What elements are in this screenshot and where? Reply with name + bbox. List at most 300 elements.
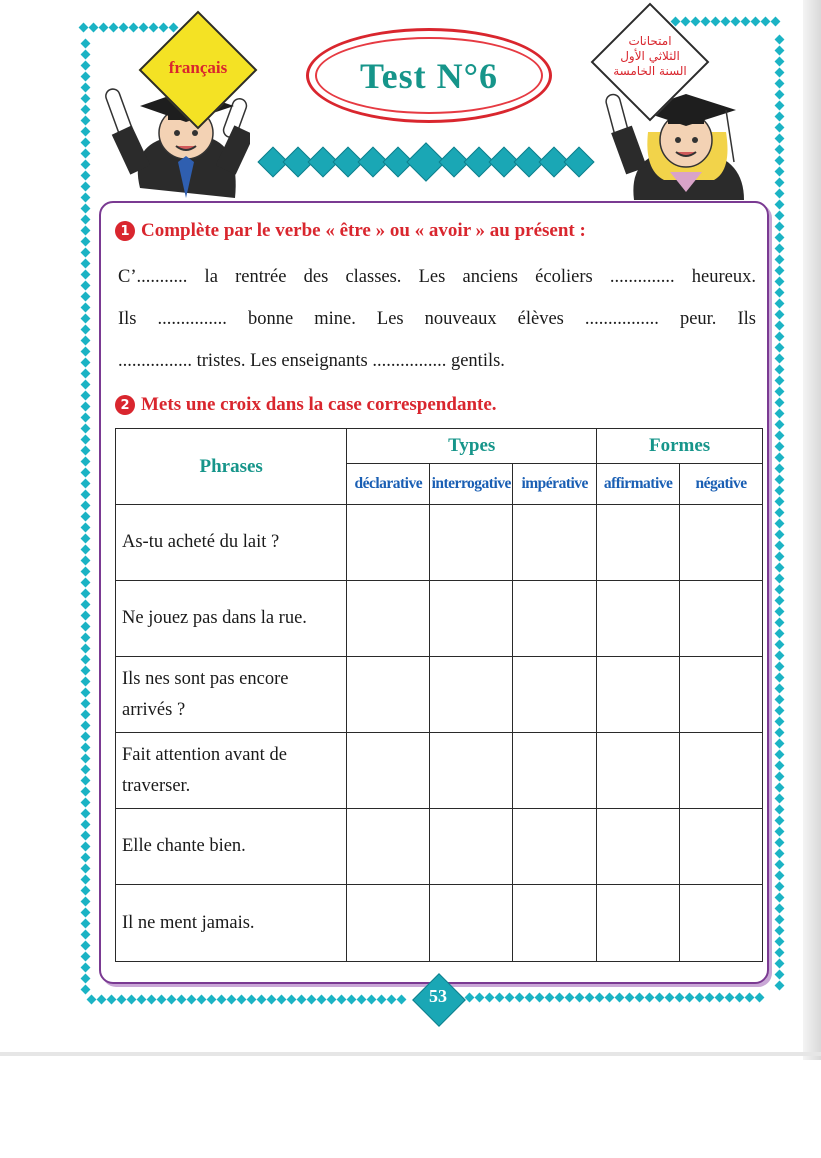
frame-diamond	[775, 145, 785, 155]
checkbox-cell[interactable]	[347, 885, 430, 962]
frame-diamond	[775, 299, 785, 309]
frame-diamond	[775, 563, 785, 573]
checkbox-cell[interactable]	[597, 809, 680, 885]
frame-diamond	[81, 600, 91, 610]
checkbox-cell[interactable]	[430, 809, 513, 885]
frame-diamond	[775, 101, 785, 111]
frame-diamond	[775, 519, 785, 529]
frame-diamond	[775, 255, 785, 265]
subject-label: français	[168, 58, 228, 77]
checkbox-cell[interactable]	[597, 505, 680, 581]
frame-diamond	[775, 695, 785, 705]
sentence-cell: Il ne ment jamais.	[116, 885, 347, 962]
checkbox-cell[interactable]	[680, 657, 763, 733]
frame-diamond	[771, 17, 781, 27]
frame-diamond	[775, 651, 785, 661]
checkbox-cell[interactable]	[680, 505, 763, 581]
exercise2-number: 2	[115, 395, 135, 415]
frame-diamond	[775, 827, 785, 837]
frame-diamond	[207, 995, 217, 1005]
frame-diamond	[775, 57, 785, 67]
frame-diamond	[775, 673, 785, 683]
frame-diamond	[81, 776, 91, 786]
frame-diamond	[775, 167, 785, 177]
frame-diamond	[775, 200, 785, 210]
exercise1-line-1: C’........... la rentrée des classes. Les anciens écoliers .............. heureux.	[118, 267, 756, 287]
exercise1-line-2: Ils ............... bonne mine. Les nouveaux élèves ................ peur. Ils	[118, 309, 756, 329]
checkbox-cell[interactable]	[513, 581, 597, 657]
frame-diamond	[81, 347, 91, 357]
frame-diamond	[227, 995, 237, 1005]
frame-diamond	[81, 985, 91, 995]
frame-diamond	[775, 640, 785, 650]
checkbox-cell[interactable]	[680, 581, 763, 657]
frame-diamond	[775, 618, 785, 628]
checkbox-cell[interactable]	[513, 885, 597, 962]
frame-diamond	[81, 391, 91, 401]
header-phrases: Phrases	[116, 429, 347, 505]
frame-diamond	[775, 464, 785, 474]
frame-diamond	[745, 993, 755, 1003]
frame-diamond	[81, 666, 91, 676]
frame-diamond	[81, 204, 91, 214]
frame-diamond	[81, 171, 91, 181]
arabic-line-1: امتحانات	[628, 34, 672, 48]
frame-diamond	[307, 995, 317, 1005]
frame-diamond	[775, 486, 785, 496]
checkbox-cell[interactable]	[597, 657, 680, 733]
page-shadow	[0, 1052, 821, 1056]
frame-diamond	[775, 816, 785, 826]
frame-diamond	[109, 23, 119, 33]
frame-diamond	[217, 995, 227, 1005]
frame-diamond	[81, 160, 91, 170]
frame-diamond	[775, 244, 785, 254]
frame-diamond	[81, 974, 91, 984]
frame-diamond	[751, 17, 761, 27]
frame-diamond	[775, 310, 785, 320]
frame-diamond	[81, 336, 91, 346]
frame-diamond	[685, 993, 695, 1003]
frame-diamond	[81, 732, 91, 742]
exercise1-instruction: Complète par le verbe « être » ou « avoir » au présent :	[141, 220, 586, 241]
frame-diamond	[741, 17, 751, 27]
frame-diamond	[117, 995, 127, 1005]
frame-diamond	[237, 995, 247, 1005]
checkbox-cell[interactable]	[430, 885, 513, 962]
frame-diamond	[81, 941, 91, 951]
table-row	[116, 505, 763, 581]
checkbox-cell[interactable]	[597, 581, 680, 657]
frame-diamond	[715, 993, 725, 1003]
frame-diamond	[775, 442, 785, 452]
frame-diamond	[775, 156, 785, 166]
frame-diamond	[81, 259, 91, 269]
table-row	[116, 657, 763, 733]
frame-diamond	[775, 233, 785, 243]
frame-diamond	[775, 178, 785, 188]
frame-diamond	[397, 995, 407, 1005]
frame-top-right	[672, 18, 779, 25]
exercise1-title	[115, 220, 586, 242]
frame-diamond	[127, 995, 137, 1005]
header-formes: Formes	[597, 429, 763, 464]
frame-diamond	[79, 23, 89, 33]
frame-diamond	[81, 226, 91, 236]
header-imperative: impérative	[513, 464, 597, 505]
frame-diamond	[775, 805, 785, 815]
table-row	[116, 809, 763, 885]
frame-diamond	[515, 993, 525, 1003]
frame-diamond	[81, 952, 91, 962]
frame-diamond	[485, 993, 495, 1003]
frame-diamond	[177, 995, 187, 1005]
frame-diamond	[775, 662, 785, 672]
table-row	[116, 581, 763, 657]
frame-diamond	[775, 497, 785, 507]
frame-diamond	[81, 94, 91, 104]
frame-diamond	[775, 882, 785, 892]
frame-diamond	[775, 585, 785, 595]
frame-diamond	[81, 182, 91, 192]
frame-diamond	[81, 512, 91, 522]
frame-diamond	[775, 475, 785, 485]
frame-diamond	[775, 717, 785, 727]
title-oval	[306, 28, 552, 123]
frame-diamond	[81, 963, 91, 973]
frame-diamond	[775, 530, 785, 540]
frame-diamond	[525, 993, 535, 1003]
frame-diamond	[81, 864, 91, 874]
frame-diamond	[81, 930, 91, 940]
frame-diamond	[605, 993, 615, 1003]
frame-diamond	[357, 995, 367, 1005]
frame-diamond	[731, 17, 741, 27]
frame-diamond	[775, 959, 785, 969]
frame-diamond	[119, 23, 129, 33]
frame-diamond	[775, 541, 785, 551]
arabic-line-3: السنة الخامسة	[613, 64, 687, 78]
frame-diamond	[615, 993, 625, 1003]
sentence-cell: Fait attention avant de traverser.	[116, 733, 347, 809]
frame-diamond	[565, 993, 575, 1003]
frame-diamond	[81, 314, 91, 324]
frame-diamond	[327, 995, 337, 1005]
frame-diamond	[775, 761, 785, 771]
frame-diamond	[81, 523, 91, 533]
frame-diamond	[81, 501, 91, 511]
frame-diamond	[775, 794, 785, 804]
frame-diamond	[775, 420, 785, 430]
frame-diamond	[775, 266, 785, 276]
frame-diamond	[337, 995, 347, 1005]
checkbox-cell[interactable]	[513, 505, 597, 581]
frame-diamond	[705, 993, 715, 1003]
frame-diamond	[505, 993, 515, 1003]
sentence-classification-table	[115, 428, 763, 962]
frame-diamond	[81, 611, 91, 621]
frame-diamond	[81, 853, 91, 863]
frame-diamond	[157, 995, 167, 1005]
frame-diamond	[721, 17, 731, 27]
frame-diamond	[775, 211, 785, 221]
frame-diamond	[775, 431, 785, 441]
frame-diamond	[755, 993, 765, 1003]
sentence-cell: Ne jouez pas dans la rue.	[116, 581, 347, 657]
frame-diamond	[775, 849, 785, 859]
table-row	[116, 733, 763, 809]
frame-diamond	[775, 222, 785, 232]
frame-diamond	[775, 90, 785, 100]
exercise2-instruction: Mets une croix dans la case correspendante.	[141, 394, 497, 415]
frame-diamond	[775, 860, 785, 870]
frame-diamond	[267, 995, 277, 1005]
frame-diamond	[137, 995, 147, 1005]
header-negative: négative	[680, 464, 763, 505]
header-diamond-divider	[262, 148, 590, 176]
frame-diamond	[81, 765, 91, 775]
frame-diamond	[297, 995, 307, 1005]
frame-diamond	[585, 993, 595, 1003]
frame-diamond	[775, 453, 785, 463]
frame-diamond	[775, 937, 785, 947]
frame-diamond	[287, 995, 297, 1005]
frame-diamond	[167, 995, 177, 1005]
frame-diamond	[575, 993, 585, 1003]
frame-diamond	[81, 677, 91, 687]
frame-diamond	[129, 23, 139, 33]
frame-diamond	[81, 754, 91, 764]
frame-diamond	[775, 596, 785, 606]
checkbox-cell[interactable]	[347, 809, 430, 885]
frame-diamond	[775, 112, 785, 122]
frame-diamond	[775, 508, 785, 518]
frame-diamond	[775, 926, 785, 936]
frame-diamond	[645, 993, 655, 1003]
frame-diamond	[81, 842, 91, 852]
frame-diamond	[81, 688, 91, 698]
frame-diamond	[775, 134, 785, 144]
frame-diamond	[775, 35, 785, 45]
checkbox-cell[interactable]	[680, 733, 763, 809]
frame-diamond	[775, 79, 785, 89]
frame-diamond	[535, 993, 545, 1003]
frame-diamond	[775, 332, 785, 342]
checkbox-cell[interactable]	[347, 733, 430, 809]
frame-diamond	[277, 995, 287, 1005]
frame-diamond	[81, 578, 91, 588]
checkbox-cell[interactable]	[597, 885, 680, 962]
frame-diamond	[81, 479, 91, 489]
checkbox-cell[interactable]	[513, 733, 597, 809]
header-interrogative: interrogative	[430, 464, 513, 505]
frame-diamond	[81, 919, 91, 929]
frame-diamond	[81, 622, 91, 632]
sentence-cell: As-tu acheté du lait ?	[116, 505, 347, 581]
frame-diamond	[81, 897, 91, 907]
checkbox-cell[interactable]	[597, 733, 680, 809]
frame-diamond	[81, 138, 91, 148]
frame-diamond	[775, 750, 785, 760]
frame-diamond	[377, 995, 387, 1005]
frame-diamond	[81, 369, 91, 379]
frame-diamond	[81, 457, 91, 467]
frame-diamond	[775, 629, 785, 639]
arabic-label	[600, 34, 700, 79]
frame-diamond	[775, 904, 785, 914]
checkbox-cell[interactable]	[430, 505, 513, 581]
frame-diamond	[99, 23, 109, 33]
frame-diamond	[775, 189, 785, 199]
frame-diamond	[81, 490, 91, 500]
frame-diamond	[81, 358, 91, 368]
frame-diamond	[81, 534, 91, 544]
frame-diamond	[197, 995, 207, 1005]
header-types: Types	[347, 429, 597, 464]
frame-diamond	[775, 409, 785, 419]
frame-diamond	[675, 993, 685, 1003]
frame-diamond	[81, 303, 91, 313]
frame-diamond	[691, 17, 701, 27]
frame-diamond	[775, 398, 785, 408]
frame-diamond	[775, 915, 785, 925]
frame-diamond	[775, 871, 785, 881]
exercise1-line-3: ................ tristes. Les enseignants ................ gentils.	[118, 351, 505, 371]
frame-diamond	[81, 886, 91, 896]
checkbox-cell[interactable]	[430, 733, 513, 809]
frame-diamond	[81, 61, 91, 71]
frame-diamond	[775, 893, 785, 903]
frame-diamond	[775, 728, 785, 738]
header-declarative: déclarative	[347, 464, 430, 505]
frame-diamond	[81, 699, 91, 709]
frame-diamond	[81, 105, 91, 115]
checkbox-cell[interactable]	[347, 657, 430, 733]
frame-diamond	[81, 446, 91, 456]
frame-diamond	[775, 739, 785, 749]
checkbox-cell[interactable]	[430, 581, 513, 657]
frame-diamond	[81, 193, 91, 203]
frame-diamond	[81, 380, 91, 390]
frame-diamond	[625, 993, 635, 1003]
frame-diamond	[81, 787, 91, 797]
frame-diamond	[147, 995, 157, 1005]
frame-diamond	[81, 270, 91, 280]
frame-diamond	[81, 589, 91, 599]
frame-diamond	[655, 993, 665, 1003]
frame-diamond	[81, 831, 91, 841]
frame-diamond	[725, 993, 735, 1003]
frame-diamond	[81, 809, 91, 819]
frame-diamond	[81, 149, 91, 159]
frame-diamond	[107, 995, 117, 1005]
frame-diamond	[555, 993, 565, 1003]
frame-diamond	[149, 23, 159, 33]
frame-right	[776, 36, 783, 989]
frame-diamond	[81, 292, 91, 302]
frame-diamond	[595, 993, 605, 1003]
frame-diamond	[81, 39, 91, 49]
frame-diamond	[81, 215, 91, 225]
frame-diamond	[81, 72, 91, 82]
frame-diamond	[775, 981, 785, 991]
frame-diamond	[775, 376, 785, 386]
frame-diamond	[681, 17, 691, 27]
table-row	[116, 885, 763, 962]
frame-diamond	[81, 908, 91, 918]
frame-diamond	[81, 710, 91, 720]
checkbox-cell[interactable]	[680, 809, 763, 885]
header-affirmative: affirmative	[597, 464, 680, 505]
frame-bottom-right	[466, 994, 763, 1001]
frame-diamond	[775, 970, 785, 980]
checkbox-cell[interactable]	[347, 581, 430, 657]
frame-diamond	[81, 556, 91, 566]
frame-diamond	[81, 655, 91, 665]
frame-diamond	[775, 607, 785, 617]
frame-diamond	[665, 993, 675, 1003]
frame-diamond	[695, 993, 705, 1003]
frame-diamond	[701, 17, 711, 27]
sentence-cell: Elle chante bien.	[116, 809, 347, 885]
frame-top-left	[80, 24, 177, 31]
frame-diamond	[81, 875, 91, 885]
checkbox-cell[interactable]	[513, 809, 597, 885]
arabic-line-2: الثلاثي الأول	[620, 49, 680, 63]
frame-diamond	[545, 993, 555, 1003]
frame-diamond	[775, 123, 785, 133]
frame-diamond	[775, 321, 785, 331]
frame-diamond	[347, 995, 357, 1005]
scan-edge	[803, 0, 821, 1060]
frame-diamond	[635, 993, 645, 1003]
checkbox-cell[interactable]	[430, 657, 513, 733]
frame-diamond	[775, 552, 785, 562]
frame-diamond	[81, 644, 91, 654]
frame-diamond	[81, 567, 91, 577]
frame-diamond	[81, 468, 91, 478]
frame-diamond	[317, 995, 327, 1005]
frame-diamond	[81, 798, 91, 808]
frame-left	[82, 40, 89, 993]
frame-diamond	[775, 684, 785, 694]
frame-diamond	[761, 17, 771, 27]
frame-diamond	[775, 68, 785, 78]
frame-diamond	[387, 995, 397, 1005]
frame-diamond	[81, 402, 91, 412]
frame-diamond	[81, 413, 91, 423]
frame-diamond	[775, 574, 785, 584]
checkbox-cell[interactable]	[347, 505, 430, 581]
checkbox-cell[interactable]	[513, 657, 597, 733]
frame-diamond	[775, 387, 785, 397]
frame-diamond	[775, 783, 785, 793]
frame-diamond	[775, 948, 785, 958]
frame-diamond	[775, 772, 785, 782]
frame-diamond	[81, 237, 91, 247]
checkbox-cell[interactable]	[680, 885, 763, 962]
frame-diamond	[81, 721, 91, 731]
frame-diamond	[81, 50, 91, 60]
frame-diamond	[81, 435, 91, 445]
page-number: 53	[429, 986, 447, 1006]
frame-diamond	[81, 248, 91, 258]
page-title: Test N°6	[359, 55, 499, 96]
frame-diamond	[81, 281, 91, 291]
frame-diamond	[475, 993, 485, 1003]
frame-diamond	[81, 127, 91, 137]
frame-diamond	[775, 838, 785, 848]
